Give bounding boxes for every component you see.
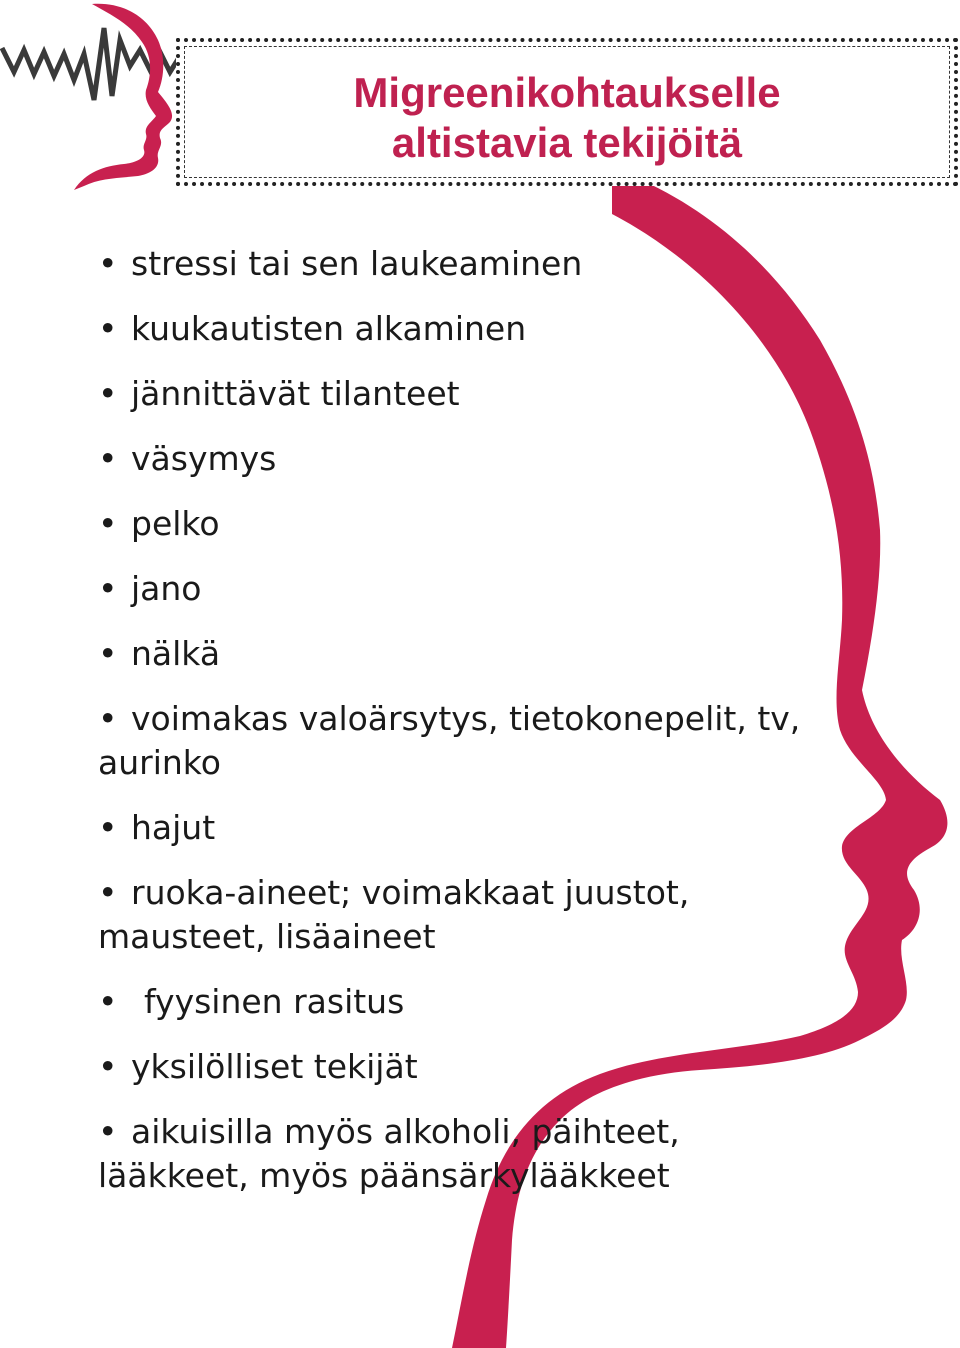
list-item-text: pelko [131, 504, 220, 543]
list-item [98, 697, 818, 785]
bullet-icon: • [98, 504, 118, 543]
page-title-line-2: altistavia tekijöitä [391, 119, 743, 166]
bullet-icon: • [98, 374, 118, 413]
list-item-text: ruoka-aineet; voimakkaat juustot, mausteet, lisäaineet [98, 873, 690, 956]
list-item [98, 437, 818, 481]
list-item [98, 871, 818, 959]
zigzag-line [2, 28, 200, 100]
bullet-icon: • [98, 873, 118, 912]
bullet-icon: • [98, 699, 118, 738]
bullet-icon: • [98, 439, 118, 478]
bullet-icon: • [98, 982, 118, 1021]
list-item [98, 567, 818, 611]
head-profile [74, 4, 172, 190]
bullet-icon: • [98, 569, 118, 608]
list-item-text: väsymys [131, 439, 277, 478]
list-item [98, 1045, 818, 1089]
page-title-line-1: Migreenikohtaukselle [353, 69, 781, 116]
list-item-text: fyysinen rasitus [144, 982, 405, 1021]
page-title [180, 68, 954, 168]
list-item-text: nälkä [131, 634, 221, 673]
list-item-text: yksilölliset tekijät [131, 1047, 418, 1086]
bullet-icon: • [98, 1112, 118, 1151]
list-item [98, 980, 818, 1024]
list-item-text: voimakas valoärsytys, tietokonepelit, tv, aurinko [98, 699, 801, 782]
title-box [176, 38, 958, 186]
list-item [98, 806, 818, 850]
list-item [98, 1110, 818, 1198]
trigger-factor-list [98, 242, 818, 1219]
list-item [98, 242, 818, 286]
list-item-text: stressi tai sen laukeaminen [131, 244, 583, 283]
list-item [98, 502, 818, 546]
bullet-icon: • [98, 634, 118, 673]
bullet-icon: • [98, 309, 118, 348]
bullet-icon: • [98, 244, 118, 283]
list-item-text: kuukautisten alkaminen [131, 309, 527, 348]
list-item [98, 307, 818, 351]
list-item [98, 372, 818, 416]
list-item-text: jännittävät tilanteet [131, 374, 460, 413]
list-item [98, 632, 818, 676]
list-item-text: hajut [131, 808, 216, 847]
list-item-text: jano [131, 569, 202, 608]
bullet-icon: • [98, 808, 118, 847]
list-item-text: aikuisilla myös alkoholi, päihteet, lääkkeet, myös päänsärkylääkkeet [98, 1112, 680, 1195]
bullet-icon: • [98, 1047, 118, 1086]
